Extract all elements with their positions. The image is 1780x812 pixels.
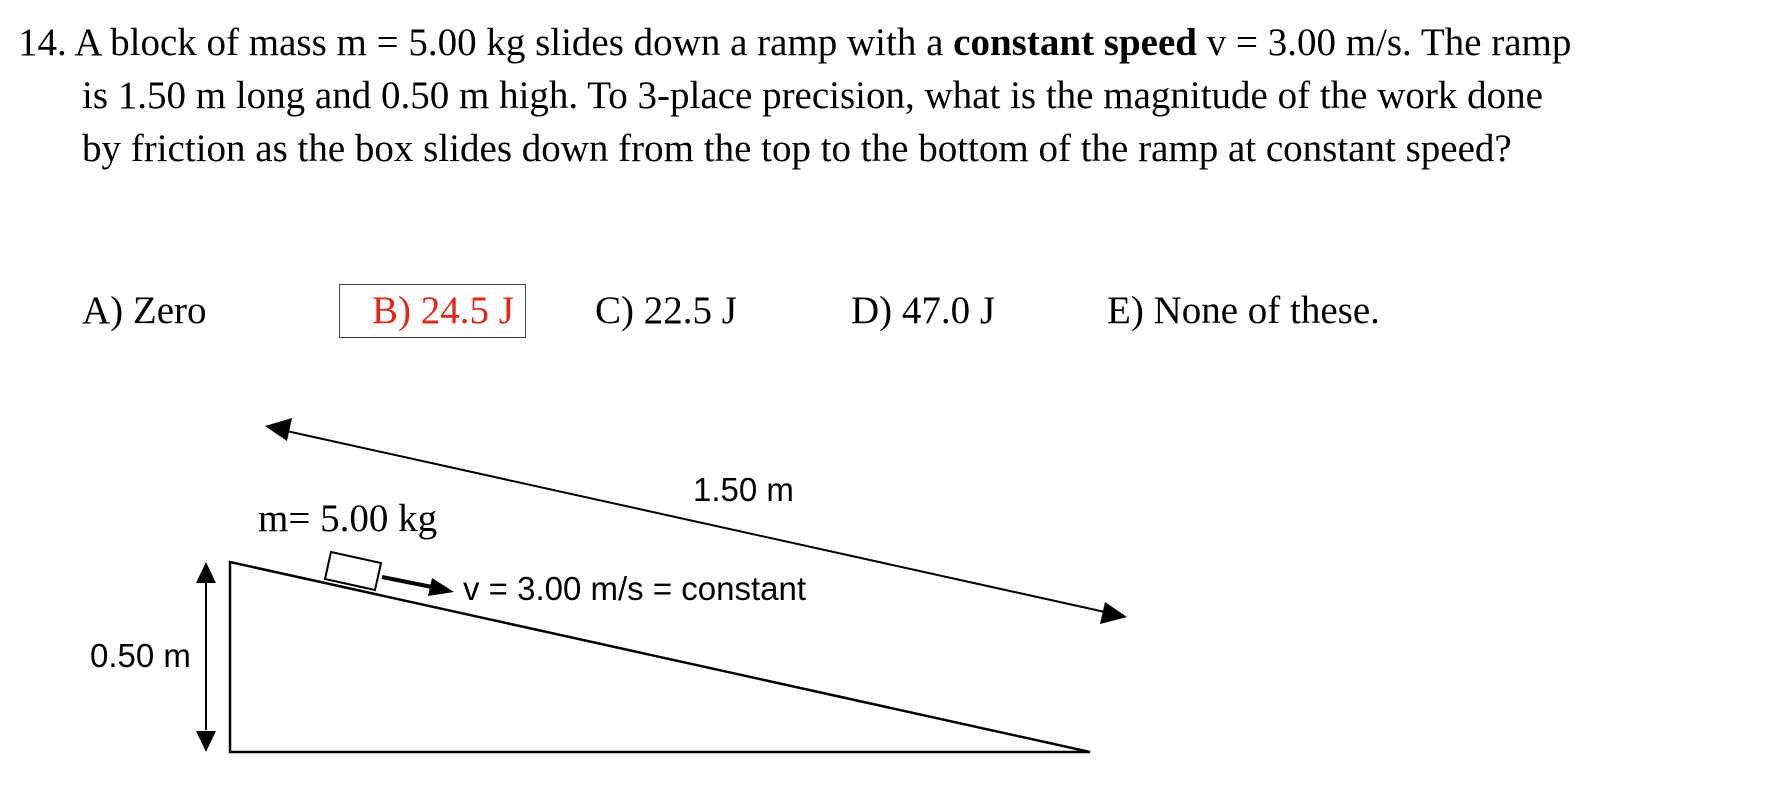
choice-a: A) Zero: [82, 289, 207, 332]
length-arrow-head-left: [265, 418, 292, 441]
question-line-3: by friction as the box slides down from the top to the bottom of the ramp at constant speed?: [82, 127, 1512, 170]
velocity-arrow-head: [428, 578, 454, 596]
length-label: 1.50 m: [693, 471, 794, 508]
choice-d: D) 47.0 J: [851, 289, 996, 332]
height-arrow-head-bottom: [196, 731, 216, 752]
question-line-1-suffix: v = 3.00 m/s. The ramp: [1196, 21, 1572, 64]
mass-label: m= 5.00 kg: [258, 497, 438, 540]
length-arrow-head-right: [1100, 602, 1127, 624]
question-line-1-prefix: 14. A block of mass m = 5.00 kg slides down a ramp with a: [18, 21, 954, 64]
height-arrow-head-top: [196, 562, 216, 583]
choice-e: E) None of these.: [1107, 289, 1380, 332]
velocity-label: v = 3.00 m/s = constant: [463, 570, 807, 607]
height-label: 0.50 m: [90, 637, 191, 674]
velocity-arrow-line: [382, 577, 432, 587]
choice-c: C) 22.5 J: [595, 289, 737, 332]
question-line-2: is 1.50 m long and 0.50 m high. To 3-place precision, what is the magnitude of the work done: [82, 74, 1543, 117]
choice-b-highlighted: B) 24.5 J: [339, 284, 526, 338]
question-bold-phrase: constant speed: [953, 21, 1197, 64]
